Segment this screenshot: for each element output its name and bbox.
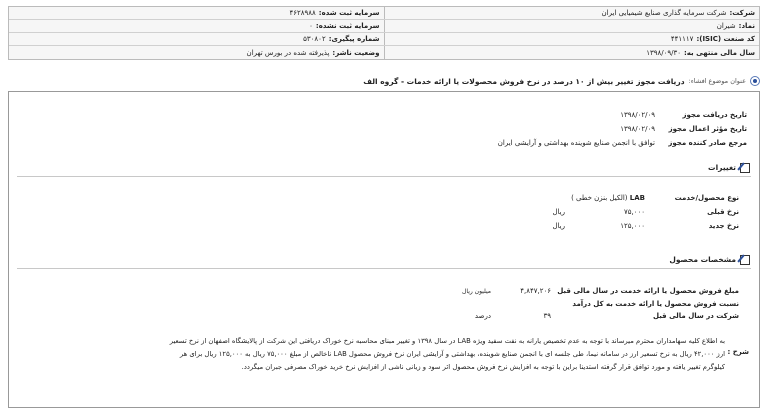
isic-label: کد صنعت (ISIC): bbox=[696, 35, 755, 43]
prev-rate-unit: ریال bbox=[552, 208, 565, 216]
company-info-header bbox=[8, 6, 760, 60]
changes-section-header bbox=[17, 159, 751, 175]
changes-divider bbox=[17, 176, 751, 177]
prev-rate-value: ۷۵,۰۰۰ bbox=[623, 208, 645, 216]
effective-date-row bbox=[565, 123, 747, 135]
tracking-cell bbox=[9, 33, 385, 45]
sales-amount-row bbox=[411, 285, 739, 297]
isic-cell bbox=[385, 33, 760, 45]
sales-amount-value: ۴,۸۴۷,۲۰۶ bbox=[520, 287, 551, 295]
subject-value: دریافت مجوز تغییر بیش از ۱۰ درصد در نرخ فروش محصولات یا ارائه خدمات - گروه الف bbox=[363, 76, 685, 86]
product-label: نوع محصول/خدمت bbox=[674, 194, 739, 202]
symbol-cell bbox=[385, 20, 760, 32]
registered-capital-cell bbox=[9, 7, 385, 19]
registered-capital-value: ۴۶۲۸۹۸۸ bbox=[289, 9, 316, 17]
receipt-date-value: ۱۳۹۸/۰۲/۰۹ bbox=[620, 111, 655, 119]
edit-note-icon bbox=[739, 254, 751, 265]
fiscal-year-value: ۱۳۹۸/۰۹/۳۰ bbox=[646, 48, 681, 57]
prev-rate-label: نرخ قبلی bbox=[707, 208, 739, 216]
new-rate-value: ۱۲۵,۰۰۰ bbox=[620, 222, 645, 230]
description-line-1: به اطلاع کلیه سهامداران محترم میرساند با توجه به عدم تخصیص یارانه به نفت سفید ویژه LAB در سال ۱۳۹۸ و تغییر مبنای محاسبه نرخ خوراک دریافتی این شرکت از پالایشگاه اصفهان از نرخ تسعیر bbox=[169, 337, 725, 345]
sales-ratio-label-line1: نسبت فروش محصول یا ارائه خدمت به کل درآمد bbox=[572, 300, 739, 308]
prev-rate-row bbox=[505, 206, 739, 218]
unregistered-capital-cell bbox=[9, 20, 385, 32]
symbol-value: شیران bbox=[716, 22, 736, 30]
changes-title: تغییرات bbox=[708, 162, 736, 172]
effective-date-value: ۱۳۹۸/۰۲/۰۹ bbox=[620, 125, 655, 133]
header-row-2 bbox=[9, 20, 759, 33]
publisher-status-label: وضعیت ناشر: bbox=[332, 48, 380, 57]
unregistered-capital-label: سرمایه ثبت نشده: bbox=[315, 22, 380, 30]
header-row-1 bbox=[9, 7, 759, 20]
header-row-4 bbox=[9, 46, 759, 59]
product-value bbox=[525, 194, 645, 202]
effective-date-label: تاریخ مؤثر اعمال مجوز bbox=[668, 125, 747, 133]
product-code: LAB bbox=[629, 194, 645, 202]
issuer-value: توافق با انجمن صنایع شوینده بهداشتی و آرایشی ایران bbox=[497, 139, 655, 147]
description-block bbox=[17, 334, 751, 376]
fiscal-year-cell bbox=[385, 46, 760, 59]
product-name: (الکیل بنزن خطی ) bbox=[571, 194, 628, 202]
product-specs-divider bbox=[17, 268, 751, 269]
description-line-3: کیلوگرم تغییر یافته و مورد توافق قرار گرفته استدینا براین با توجه به افزایش نرخ فروش محصول اثر سود و زیانی ناشی از افزایش نرخ خرید خوراک مصرفی جبران میگردد. bbox=[241, 363, 725, 371]
subject-label: عنوان موضوع افشاء: bbox=[688, 77, 746, 85]
tracking-label: شماره پیگیری: bbox=[328, 35, 380, 43]
new-rate-row bbox=[505, 220, 739, 232]
publisher-status-cell bbox=[9, 46, 385, 59]
sales-amount-unit: میلیون ریال bbox=[462, 287, 491, 295]
sales-ratio-value: ۳۹ bbox=[543, 312, 551, 320]
product-specs-header bbox=[17, 251, 751, 267]
header-row-3 bbox=[9, 33, 759, 46]
sales-ratio-label-line1-row bbox=[551, 298, 739, 310]
tracking-value: ۵۳۰۸۰۲ bbox=[303, 35, 326, 43]
description-label: شرح : bbox=[727, 348, 749, 356]
disclosure-panel bbox=[8, 91, 760, 408]
subject-bullet-icon bbox=[750, 76, 760, 86]
symbol-label: نماد: bbox=[738, 22, 755, 30]
publisher-status-value: پذیرفته شده در بورس تهران bbox=[246, 48, 330, 57]
product-specs-title: مشخصات محصول bbox=[669, 254, 736, 264]
isic-value: ۴۴۱۱۱۷ bbox=[670, 35, 694, 43]
disclosure-subject bbox=[8, 74, 760, 88]
sales-ratio-label-line2: شرکت در سال مالی قبل bbox=[652, 312, 739, 320]
issuer-row bbox=[435, 137, 747, 149]
edit-note-icon bbox=[739, 162, 751, 173]
sales-ratio-unit: درصد bbox=[474, 312, 491, 320]
company-label: شرکت: bbox=[729, 9, 755, 17]
unregistered-capital-value: ۰ bbox=[309, 22, 313, 30]
description-text bbox=[17, 335, 725, 374]
receipt-date-label: تاریخ دریافت مجوز bbox=[682, 111, 747, 119]
registered-capital-label: سرمایه ثبت شده: bbox=[318, 9, 380, 17]
company-cell bbox=[385, 7, 760, 19]
description-line-2: ارز ۴۲,۰۰۰ ریال به نرخ تسعیر ارز در سامانه نیما، طی جلسه ای با انجمن صنایع شوینده، بهداشتی و آرایشی ایران نرخ فروش محصول LAB ناخالص از مبلغ ۷۵,۰۰۰ ریال به ۱۲۵,۰۰۰ ریال برای هر bbox=[179, 350, 725, 358]
fiscal-year-label: سال مالی منتهی به: bbox=[684, 48, 755, 57]
product-row bbox=[525, 192, 739, 204]
receipt-date-row bbox=[565, 109, 747, 121]
company-value: شرکت سرمایه گذاری صنایع شیمیایی ایران bbox=[601, 9, 727, 17]
new-rate-unit: ریال bbox=[552, 222, 565, 230]
sales-ratio-row bbox=[411, 310, 739, 322]
new-rate-label: نرخ جدید bbox=[708, 222, 739, 230]
sales-amount-label: مبلغ فروش محصول یا ارائه خدمت در سال مالی قبل bbox=[557, 287, 739, 295]
issuer-label: مرجع صادر کننده مجوز bbox=[668, 139, 747, 147]
